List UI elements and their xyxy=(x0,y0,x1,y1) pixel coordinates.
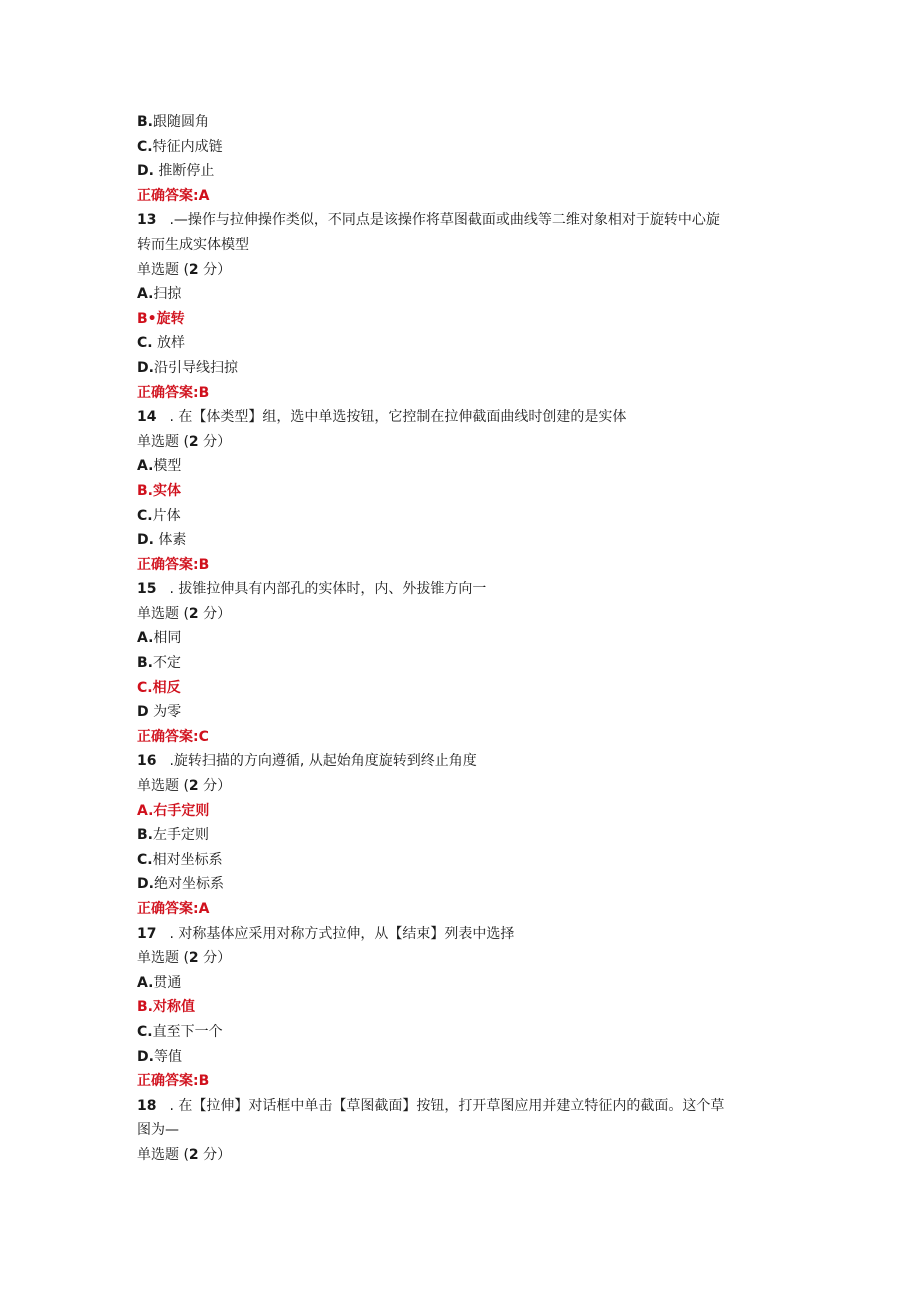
option-d: D.沿引导线扫掠 xyxy=(137,359,238,376)
option-a-correct: A.右手定则 xyxy=(137,802,210,819)
option-d: D. 推断停止 xyxy=(137,163,215,180)
option-c: C.相对坐标系 xyxy=(137,851,223,868)
option-c: C.特征内成链 xyxy=(137,138,223,155)
option-d: D 为零 xyxy=(137,704,182,721)
question-14-text: 14 . 在【体类型】组，选中单选按钮，它控制在拉伸截面曲线时创建的是实体 xyxy=(137,409,627,426)
option-a: A.模型 xyxy=(137,458,182,475)
question-13-text-cont: 转而生成实体模型 xyxy=(137,236,249,253)
question-type: 单选题 (2 分） xyxy=(137,950,232,967)
correct-answer: 正确答案:B xyxy=(137,556,210,573)
option-c: C. 放样 xyxy=(137,335,186,352)
document-page xyxy=(137,110,787,1168)
option-d: D. 体素 xyxy=(137,532,187,549)
question-18-text-cont: 图为— xyxy=(137,1122,179,1139)
question-type: 单选题 (2 分） xyxy=(137,261,232,278)
option-d: D.等值 xyxy=(137,1048,182,1065)
question-type: 单选题 (2 分） xyxy=(137,778,232,795)
question-16-text: 16 .旋转扫描的方向遵循, 从起始角度旋转到终止角度 xyxy=(137,753,477,770)
option-a: A.贯通 xyxy=(137,974,182,991)
option-a: A.扫掠 xyxy=(137,286,182,303)
question-type: 单选题 (2 分） xyxy=(137,433,232,450)
correct-answer: 正确答案:A xyxy=(137,187,210,204)
correct-answer: 正确答案:C xyxy=(137,728,209,745)
question-13-text: 13 .—操作与拉伸操作类似，不同点是该操作将草图截面或曲线等二维对象相对于旋转中心旋 xyxy=(137,212,720,229)
option-b: B.不定 xyxy=(137,655,181,672)
correct-answer: 正确答案:B xyxy=(137,384,210,401)
question-type: 单选题 (2 分） xyxy=(137,605,232,622)
option-b: B.左手定则 xyxy=(137,827,209,844)
option-b-correct: B•旋转 xyxy=(137,310,185,327)
option-b-correct: B.实体 xyxy=(137,482,181,499)
option-c-correct: C.相反 xyxy=(137,679,181,696)
question-17-text: 17 . 对称基体应采用对称方式拉伸，从【结束】列表中选择 xyxy=(137,925,515,942)
correct-answer: 正确答案:B xyxy=(137,1073,210,1090)
option-b: B.跟随圆角 xyxy=(137,114,209,130)
question-15-text: 15 . 拔锥拉伸具有内部孔的实体时，内、外拔锥方向一 xyxy=(137,581,487,598)
option-c: C.片体 xyxy=(137,507,181,524)
option-a: A.相同 xyxy=(137,630,182,647)
correct-answer: 正确答案:A xyxy=(137,901,210,917)
question-type: 单选题 (2 分） xyxy=(137,1146,232,1163)
option-b-correct: B.对称值 xyxy=(137,999,195,1016)
option-c: C.直至下一个 xyxy=(137,1023,223,1040)
question-18-text: 18 . 在【拉伸】对话框中单击【草图截面】按钮，打开草图应用并建立特征内的截面。这个草 xyxy=(137,1097,725,1114)
option-d: D.绝对坐标系 xyxy=(137,876,224,893)
